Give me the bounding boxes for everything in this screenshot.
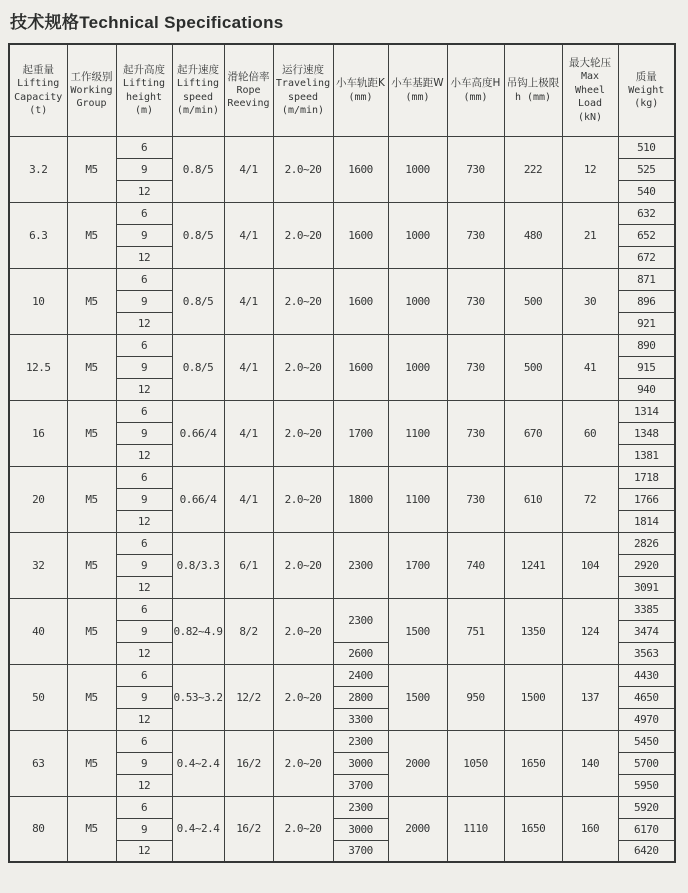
spec-table-body xyxy=(9,136,675,862)
wheel-base-cell: 1700 xyxy=(388,532,447,598)
capacity-cell: 50 xyxy=(9,664,67,730)
max-wheel-load-cell: 41 xyxy=(562,334,618,400)
weight-cell: 1814 xyxy=(618,510,675,532)
lifting-height-cell: 6 xyxy=(116,796,172,818)
working-group-cell: M5 xyxy=(67,268,116,334)
capacity-cell: 20 xyxy=(9,466,67,532)
header-line: Traveling xyxy=(275,78,331,90)
column-header-max-wheel-load xyxy=(562,44,618,136)
lifting-height-cell: 12 xyxy=(116,774,172,796)
trolley-height-cell: 1050 xyxy=(447,730,504,796)
hook-upper-limit-cell: 480 xyxy=(504,202,562,268)
header-line: 吊钩上极限 xyxy=(506,77,560,90)
lifting-speed-cell: 0.66/4 xyxy=(172,400,224,466)
weight-cell: 1381 xyxy=(618,444,675,466)
trolley-height-cell: 1110 xyxy=(447,796,504,862)
header-line: 质量 xyxy=(635,70,657,83)
lifting-height-cell: 9 xyxy=(116,818,172,840)
traveling-speed-cell: 2.0~20 xyxy=(273,400,333,466)
rope-reeving-cell: 8/2 xyxy=(224,598,273,664)
hook-upper-limit-cell: 222 xyxy=(504,136,562,202)
lifting-height-cell: 12 xyxy=(116,576,172,598)
trolley-height-cell: 730 xyxy=(447,136,504,202)
column-header-trolley-height xyxy=(447,44,504,136)
lifting-height-cell: 6 xyxy=(116,664,172,686)
weight-cell: 896 xyxy=(618,290,675,312)
column-header-rope-reeving xyxy=(224,44,273,136)
wheel-base-cell: 2000 xyxy=(388,730,447,796)
weight-cell: 890 xyxy=(618,334,675,356)
weight-cell: 921 xyxy=(618,312,675,334)
working-group-cell: M5 xyxy=(67,400,116,466)
lifting-height-cell: 12 xyxy=(116,708,172,730)
spec-row xyxy=(9,664,675,686)
track-gauge-cell: 3000 xyxy=(333,818,388,840)
max-wheel-load-cell: 137 xyxy=(562,664,618,730)
working-group-cell: M5 xyxy=(67,598,116,664)
lifting-height-cell: 9 xyxy=(116,422,172,444)
header-line: (t) xyxy=(29,105,48,117)
header-row xyxy=(9,44,675,136)
max-wheel-load-cell: 30 xyxy=(562,268,618,334)
capacity-cell: 80 xyxy=(9,796,67,862)
capacity-cell: 16 xyxy=(9,400,67,466)
traveling-speed-cell: 2.0~20 xyxy=(273,532,333,598)
weight-cell: 4650 xyxy=(618,686,675,708)
weight-cell: 3563 xyxy=(618,642,675,664)
spec-row xyxy=(9,202,675,224)
lifting-height-cell: 12 xyxy=(116,840,172,862)
track-gauge-cell: 1600 xyxy=(333,334,388,400)
lifting-height-cell: 6 xyxy=(116,730,172,752)
wheel-base-cell: 1100 xyxy=(388,400,447,466)
lifting-height-cell: 12 xyxy=(116,180,172,202)
working-group-cell: M5 xyxy=(67,202,116,268)
header-line: speed xyxy=(182,91,214,103)
lifting-speed-cell: 0.66/4 xyxy=(172,466,224,532)
header-line: Lifting xyxy=(176,78,220,90)
rope-reeving-cell: 4/1 xyxy=(224,268,273,334)
track-gauge-cell: 1600 xyxy=(333,136,388,202)
track-gauge-cell: 1700 xyxy=(333,400,388,466)
spec-row xyxy=(9,532,675,554)
lifting-speed-cell: 0.8/5 xyxy=(172,136,224,202)
lifting-height-cell: 12 xyxy=(116,444,172,466)
spec-row xyxy=(9,268,675,290)
weight-cell: 6170 xyxy=(618,818,675,840)
rope-reeving-cell: 16/2 xyxy=(224,796,273,862)
hook-upper-limit-cell: 1350 xyxy=(504,598,562,664)
capacity-cell: 12.5 xyxy=(9,334,67,400)
weight-cell: 652 xyxy=(618,224,675,246)
weight-cell: 915 xyxy=(618,356,675,378)
lifting-height-cell: 12 xyxy=(116,246,172,268)
rope-reeving-cell: 4/1 xyxy=(224,466,273,532)
weight-cell: 2920 xyxy=(618,554,675,576)
max-wheel-load-cell: 72 xyxy=(562,466,618,532)
wheel-base-cell: 1000 xyxy=(388,268,447,334)
track-gauge-cell: 3700 xyxy=(333,774,388,796)
max-wheel-load-cell: 104 xyxy=(562,532,618,598)
track-gauge-cell: 2300 xyxy=(333,796,388,818)
lifting-speed-cell: 0.82~4.9 xyxy=(172,598,224,664)
weight-cell: 3091 xyxy=(618,576,675,598)
lifting-height-cell: 12 xyxy=(116,312,172,334)
traveling-speed-cell: 2.0~20 xyxy=(273,598,333,664)
weight-cell: 871 xyxy=(618,268,675,290)
rope-reeving-cell: 6/1 xyxy=(224,532,273,598)
page-title: 技术规格Technical Specifications xyxy=(10,13,284,32)
header-line: (mm) xyxy=(405,91,430,103)
spec-row xyxy=(9,598,675,620)
lifting-speed-cell: 0.8/5 xyxy=(172,202,224,268)
header-line: (m) xyxy=(134,105,154,117)
lifting-height-cell: 6 xyxy=(116,268,172,290)
header-line: Weight xyxy=(628,84,665,96)
header-line: 起升高度 xyxy=(123,63,165,76)
track-gauge-cell: 1600 xyxy=(333,268,388,334)
header-line: Reeving xyxy=(227,98,270,110)
track-gauge-cell: 2400 xyxy=(333,664,388,686)
header-line: 滑轮倍率 xyxy=(227,70,270,83)
header-line: (mm) xyxy=(463,91,488,103)
capacity-cell: 3.2 xyxy=(9,136,67,202)
working-group-cell: M5 xyxy=(67,334,116,400)
column-header-track-gauge xyxy=(333,44,388,136)
lifting-height-cell: 6 xyxy=(116,202,172,224)
capacity-cell: 63 xyxy=(9,730,67,796)
trolley-height-cell: 730 xyxy=(447,466,504,532)
header-line: (m/min) xyxy=(281,105,325,117)
weight-cell: 3474 xyxy=(618,620,675,642)
weight-cell: 2826 xyxy=(618,532,675,554)
header-line: (mm) xyxy=(348,91,373,103)
lifting-height-cell: 9 xyxy=(116,356,172,378)
lifting-height-cell: 6 xyxy=(116,532,172,554)
lifting-height-cell: 6 xyxy=(116,598,172,620)
lifting-speed-cell: 0.53~3.2 xyxy=(172,664,224,730)
lifting-height-cell: 6 xyxy=(116,136,172,158)
rope-reeving-cell: 12/2 xyxy=(224,664,273,730)
wheel-base-cell: 1100 xyxy=(388,466,447,532)
trolley-height-cell: 730 xyxy=(447,400,504,466)
spec-row xyxy=(9,136,675,158)
column-header-wheel-base xyxy=(388,44,447,136)
capacity-cell: 40 xyxy=(9,598,67,664)
weight-cell: 6420 xyxy=(618,840,675,862)
column-header-lifting-height xyxy=(116,44,172,136)
weight-cell: 1314 xyxy=(618,400,675,422)
trolley-height-cell: 950 xyxy=(447,664,504,730)
trolley-height-cell: 751 xyxy=(447,598,504,664)
rope-reeving-cell: 4/1 xyxy=(224,202,273,268)
spec-row xyxy=(9,334,675,356)
header-line: Lifting xyxy=(17,78,60,90)
lifting-speed-cell: 0.8/3.3 xyxy=(172,532,224,598)
column-header-working-group xyxy=(67,44,116,136)
max-wheel-load-cell: 160 xyxy=(562,796,618,862)
max-wheel-load-cell: 60 xyxy=(562,400,618,466)
header-line: 最大轮压 xyxy=(569,57,611,70)
weight-cell: 4970 xyxy=(618,708,675,730)
track-gauge-cell: 1600 xyxy=(333,202,388,268)
header-line: 运行速度 xyxy=(282,63,324,76)
track-gauge-cell: 1800 xyxy=(333,466,388,532)
working-group-cell: M5 xyxy=(67,796,116,862)
track-gauge-cell: 2600 xyxy=(333,642,388,664)
lifting-height-cell: 9 xyxy=(116,488,172,510)
lifting-height-cell: 9 xyxy=(116,686,172,708)
max-wheel-load-cell: 12 xyxy=(562,136,618,202)
header-line: 小车高度H xyxy=(450,77,501,90)
weight-cell: 1766 xyxy=(618,488,675,510)
weight-cell: 1348 xyxy=(618,422,675,444)
spec-row xyxy=(9,466,675,488)
hook-upper-limit-cell: 1650 xyxy=(504,730,562,796)
header-line: 小车基距W xyxy=(391,77,444,90)
hook-upper-limit-cell: 500 xyxy=(504,268,562,334)
header-line: Load xyxy=(577,98,603,110)
rope-reeving-cell: 4/1 xyxy=(224,334,273,400)
track-gauge-cell: 2300 xyxy=(333,532,388,598)
weight-cell: 4430 xyxy=(618,664,675,686)
header-line: Max Wheel xyxy=(574,71,606,96)
header-line: Group xyxy=(76,98,107,110)
traveling-speed-cell: 2.0~20 xyxy=(273,664,333,730)
max-wheel-load-cell: 21 xyxy=(562,202,618,268)
lifting-height-cell: 12 xyxy=(116,378,172,400)
header-line: Working xyxy=(70,84,113,96)
trolley-height-cell: 730 xyxy=(447,268,504,334)
lifting-height-cell: 9 xyxy=(116,554,172,576)
traveling-speed-cell: 2.0~20 xyxy=(273,334,333,400)
capacity-cell: 32 xyxy=(9,532,67,598)
weight-cell: 5920 xyxy=(618,796,675,818)
spec-row xyxy=(9,796,675,818)
lifting-height-cell: 9 xyxy=(116,752,172,774)
traveling-speed-cell: 2.0~20 xyxy=(273,268,333,334)
max-wheel-load-cell: 124 xyxy=(562,598,618,664)
rope-reeving-cell: 4/1 xyxy=(224,400,273,466)
header-line: Lifting xyxy=(122,78,166,90)
lifting-height-cell: 12 xyxy=(116,510,172,532)
track-gauge-cell: 2300 xyxy=(333,598,388,642)
weight-cell: 940 xyxy=(618,378,675,400)
wheel-base-cell: 1000 xyxy=(388,334,447,400)
working-group-cell: M5 xyxy=(67,664,116,730)
traveling-speed-cell: 2.0~20 xyxy=(273,730,333,796)
lifting-height-cell: 9 xyxy=(116,620,172,642)
track-gauge-cell: 2300 xyxy=(333,730,388,752)
weight-cell: 3385 xyxy=(618,598,675,620)
spec-table-head xyxy=(9,44,675,136)
hook-upper-limit-cell: 1241 xyxy=(504,532,562,598)
lifting-speed-cell: 0.4~2.4 xyxy=(172,730,224,796)
header-line: Capacity xyxy=(14,91,63,103)
lifting-height-cell: 6 xyxy=(116,400,172,422)
header-line: (m/min) xyxy=(176,105,220,117)
track-gauge-cell: 3000 xyxy=(333,752,388,774)
header-line: (kN) xyxy=(577,111,603,123)
traveling-speed-cell: 2.0~20 xyxy=(273,202,333,268)
column-header-lifting-speed xyxy=(172,44,224,136)
lifting-height-cell: 9 xyxy=(116,224,172,246)
technical-specifications-table xyxy=(8,43,676,863)
header-line: height xyxy=(125,91,163,103)
working-group-cell: M5 xyxy=(67,136,116,202)
working-group-cell: M5 xyxy=(67,730,116,796)
hook-upper-limit-cell: 670 xyxy=(504,400,562,466)
header-line: 小车轨距K xyxy=(336,77,385,90)
track-gauge-cell: 3700 xyxy=(333,840,388,862)
weight-cell: 510 xyxy=(618,136,675,158)
weight-cell: 540 xyxy=(618,180,675,202)
lifting-speed-cell: 0.8/5 xyxy=(172,334,224,400)
track-gauge-cell: 2800 xyxy=(333,686,388,708)
column-header-traveling-speed xyxy=(273,44,333,136)
rope-reeving-cell: 16/2 xyxy=(224,730,273,796)
hook-upper-limit-cell: 610 xyxy=(504,466,562,532)
wheel-base-cell: 2000 xyxy=(388,796,447,862)
weight-cell: 5700 xyxy=(618,752,675,774)
header-line: h (mm) xyxy=(514,91,552,103)
lifting-height-cell: 6 xyxy=(116,334,172,356)
weight-cell: 632 xyxy=(618,202,675,224)
max-wheel-load-cell: 140 xyxy=(562,730,618,796)
header-line: 工作级别 xyxy=(70,70,113,83)
capacity-cell: 10 xyxy=(9,268,67,334)
weight-cell: 5950 xyxy=(618,774,675,796)
header-line: 起升速度 xyxy=(177,63,219,76)
hook-upper-limit-cell: 500 xyxy=(504,334,562,400)
working-group-cell: M5 xyxy=(67,532,116,598)
track-gauge-cell: 3300 xyxy=(333,708,388,730)
lifting-speed-cell: 0.4~2.4 xyxy=(172,796,224,862)
wheel-base-cell: 1500 xyxy=(388,664,447,730)
column-header-weight xyxy=(618,44,675,136)
working-group-cell: M5 xyxy=(67,466,116,532)
capacity-cell: 6.3 xyxy=(9,202,67,268)
header-line: 起重量 xyxy=(22,63,54,76)
column-header-lifting-capacity xyxy=(9,44,67,136)
header-line: (kg) xyxy=(634,98,659,110)
rope-reeving-cell: 4/1 xyxy=(224,136,273,202)
lifting-height-cell: 9 xyxy=(116,290,172,312)
trolley-height-cell: 730 xyxy=(447,202,504,268)
header-line: Rope xyxy=(236,84,261,96)
wheel-base-cell: 1000 xyxy=(388,202,447,268)
wheel-base-cell: 1500 xyxy=(388,598,447,664)
lifting-height-cell: 9 xyxy=(116,158,172,180)
spec-row xyxy=(9,400,675,422)
traveling-speed-cell: 2.0~20 xyxy=(273,796,333,862)
hook-upper-limit-cell: 1650 xyxy=(504,796,562,862)
header-line: speed xyxy=(287,91,319,103)
trolley-height-cell: 740 xyxy=(447,532,504,598)
traveling-speed-cell: 2.0~20 xyxy=(273,466,333,532)
wheel-base-cell: 1000 xyxy=(388,136,447,202)
spec-row xyxy=(9,730,675,752)
weight-cell: 672 xyxy=(618,246,675,268)
trolley-height-cell: 730 xyxy=(447,334,504,400)
lifting-height-cell: 12 xyxy=(116,642,172,664)
weight-cell: 5450 xyxy=(618,730,675,752)
lifting-height-cell: 6 xyxy=(116,466,172,488)
column-header-hook-upper-limit xyxy=(504,44,562,136)
weight-cell: 525 xyxy=(618,158,675,180)
hook-upper-limit-cell: 1500 xyxy=(504,664,562,730)
traveling-speed-cell: 2.0~20 xyxy=(273,136,333,202)
lifting-speed-cell: 0.8/5 xyxy=(172,268,224,334)
weight-cell: 1718 xyxy=(618,466,675,488)
